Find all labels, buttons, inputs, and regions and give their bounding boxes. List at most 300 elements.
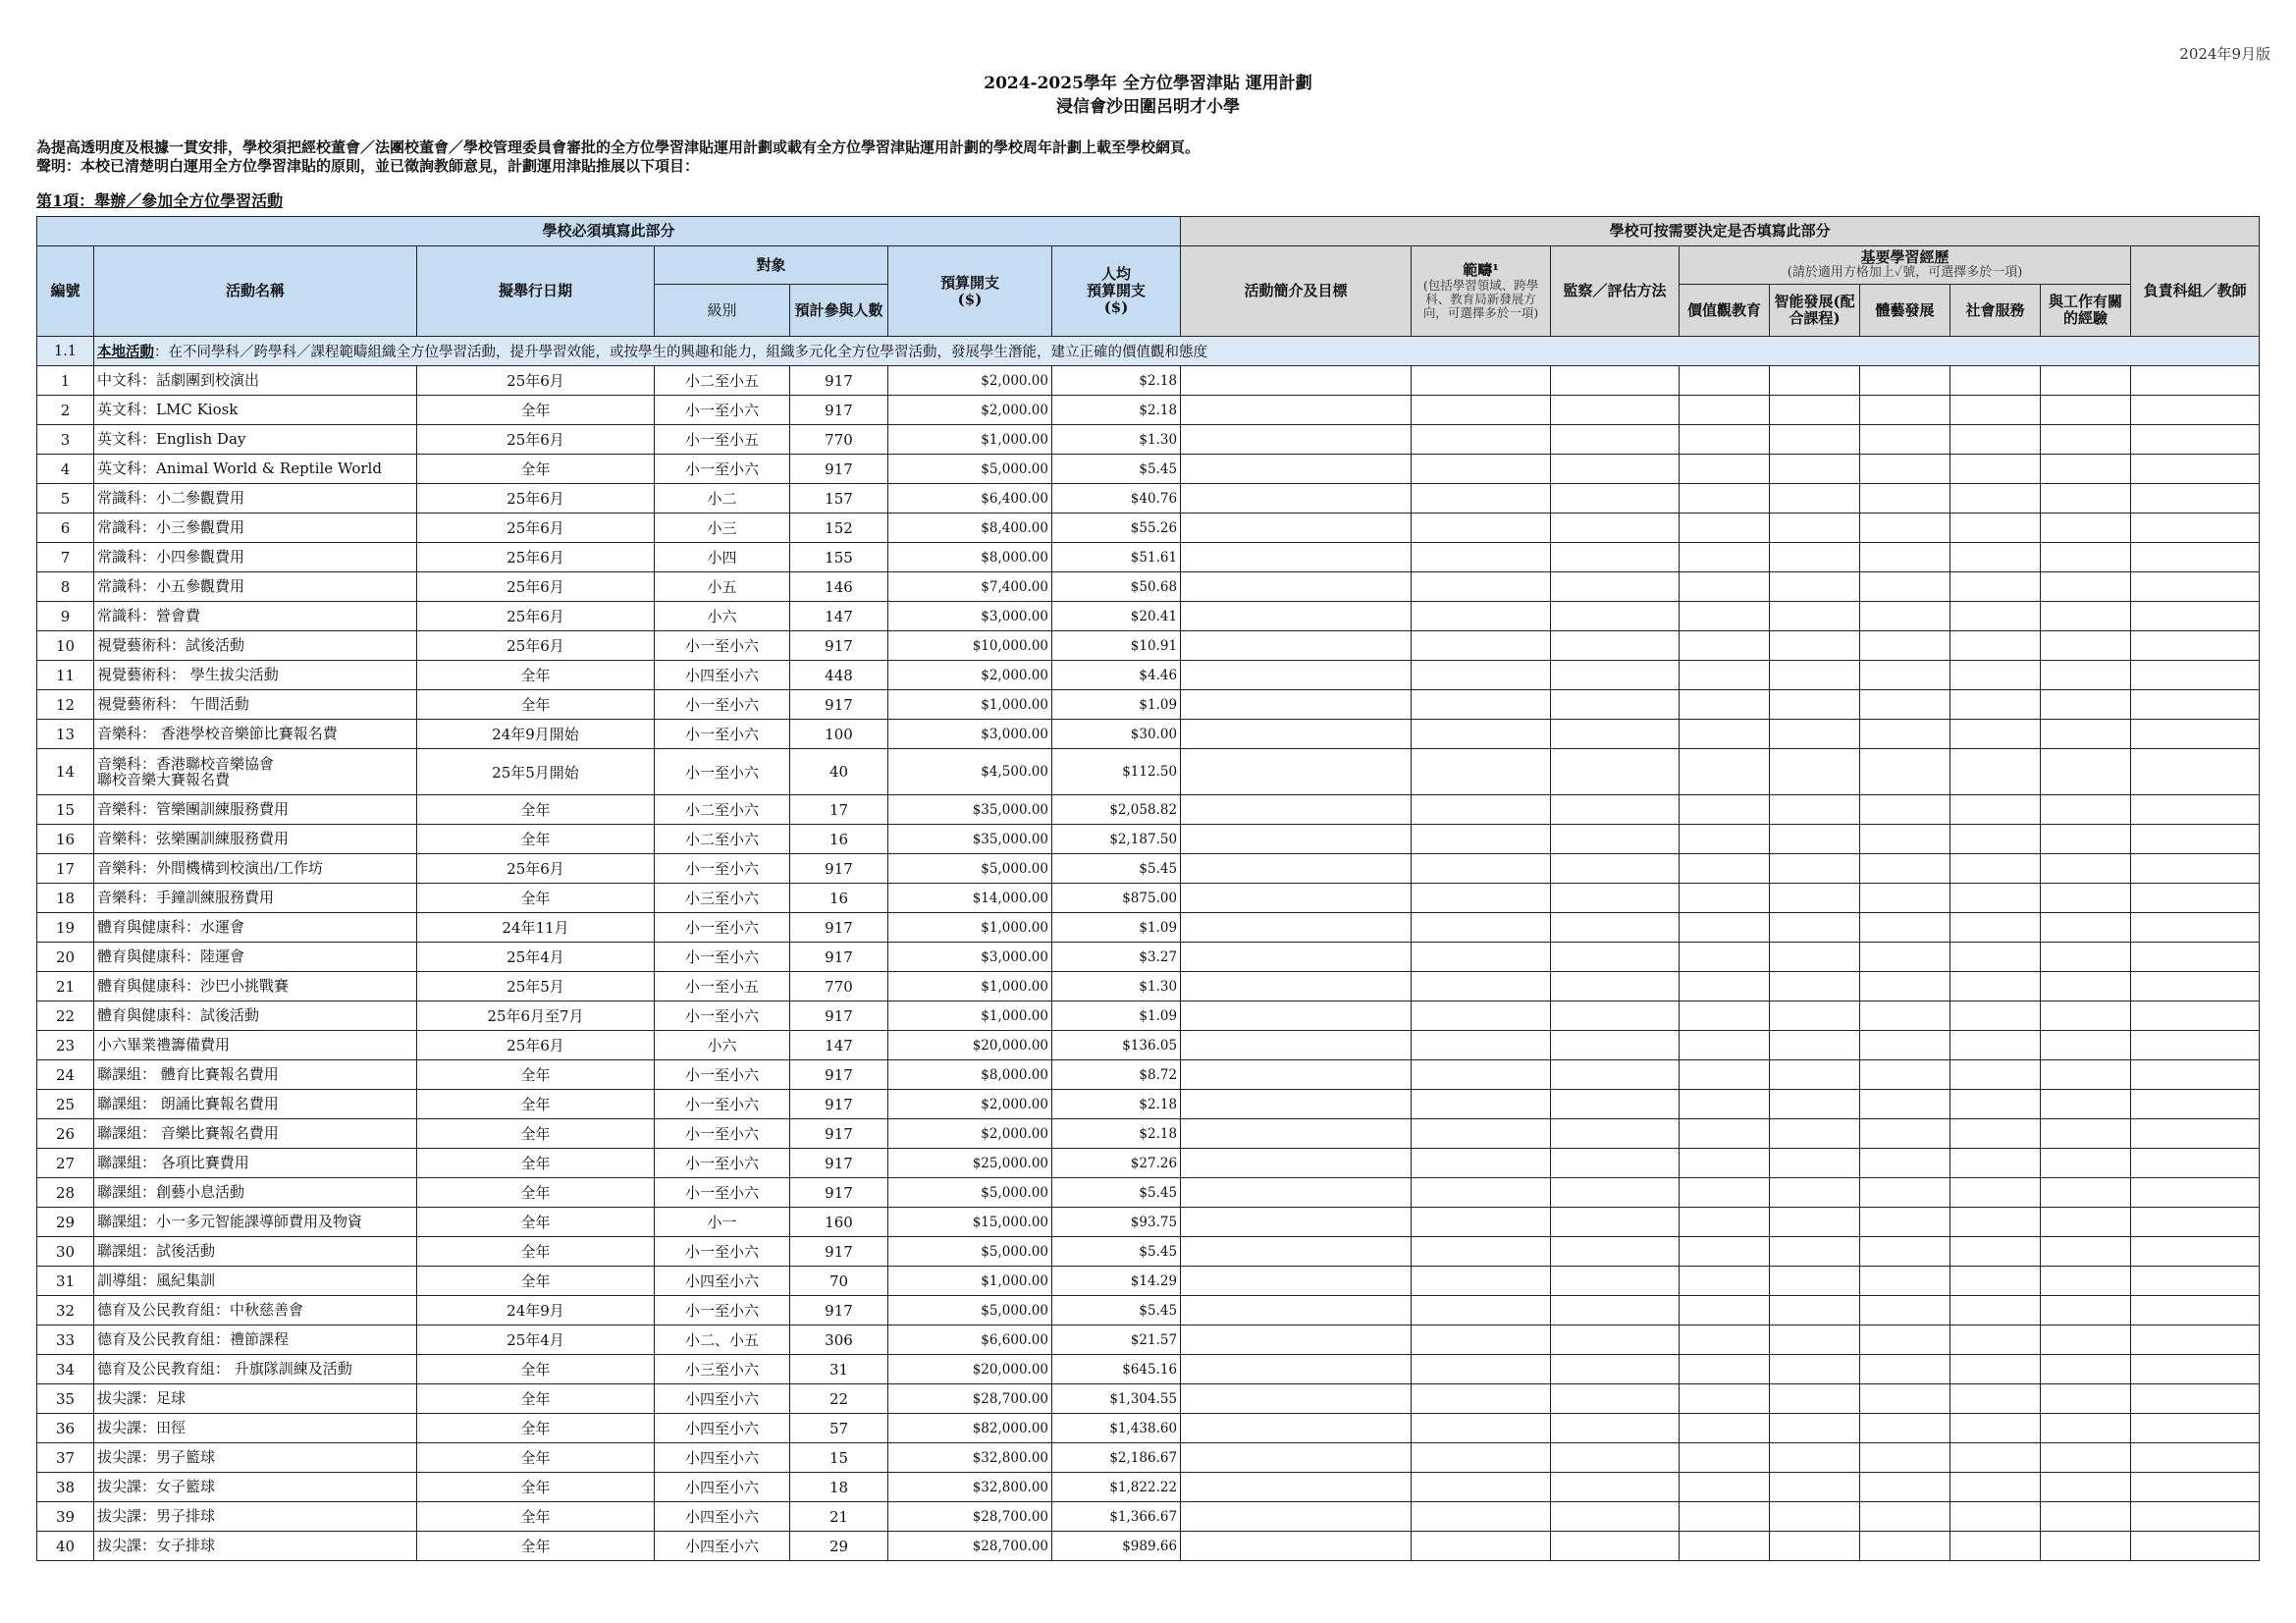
row-optional-cell[interactable]: [1181, 795, 1412, 825]
row-optional-cell[interactable]: [2041, 1473, 2131, 1502]
row-optional-cell[interactable]: [1950, 749, 2041, 795]
row-optional-cell[interactable]: [1181, 396, 1412, 425]
row-optional-cell[interactable]: [1412, 1384, 1551, 1414]
row-optional-cell[interactable]: [1680, 1532, 1770, 1561]
row-optional-cell[interactable]: [1181, 366, 1412, 396]
row-optional-cell[interactable]: [2041, 661, 2131, 690]
row-optional-cell[interactable]: [1860, 1060, 1950, 1090]
row-optional-cell[interactable]: [1860, 795, 1950, 825]
row-optional-cell[interactable]: [1551, 396, 1680, 425]
row-optional-cell[interactable]: [1551, 1060, 1680, 1090]
row-optional-cell[interactable]: [2041, 514, 2131, 543]
row-optional-cell[interactable]: [1551, 366, 1680, 396]
row-optional-cell[interactable]: [2131, 631, 2260, 661]
row-optional-cell[interactable]: [1860, 602, 1950, 631]
row-optional-cell[interactable]: [1181, 455, 1412, 484]
row-optional-cell[interactable]: [1412, 1090, 1551, 1119]
row-optional-cell[interactable]: [1770, 884, 1860, 913]
row-optional-cell[interactable]: [2041, 690, 2131, 720]
row-optional-cell[interactable]: [2131, 1090, 2260, 1119]
row-optional-cell[interactable]: [1950, 943, 2041, 972]
row-optional-cell[interactable]: [1412, 884, 1551, 913]
row-optional-cell[interactable]: [1950, 795, 2041, 825]
row-optional-cell[interactable]: [1412, 602, 1551, 631]
row-optional-cell[interactable]: [1860, 1001, 1950, 1031]
row-optional-cell[interactable]: [2131, 1119, 2260, 1149]
row-optional-cell[interactable]: [1551, 1443, 1680, 1473]
row-optional-cell[interactable]: [1181, 1178, 1412, 1208]
row-optional-cell[interactable]: [2041, 1178, 2131, 1208]
row-optional-cell[interactable]: [1412, 1060, 1551, 1090]
row-optional-cell[interactable]: [1551, 1119, 1680, 1149]
row-optional-cell[interactable]: [1860, 1384, 1950, 1414]
row-optional-cell[interactable]: [2041, 854, 2131, 884]
row-optional-cell[interactable]: [1181, 1414, 1412, 1443]
row-optional-cell[interactable]: [1950, 1502, 2041, 1532]
row-optional-cell[interactable]: [1181, 943, 1412, 972]
row-optional-cell[interactable]: [1770, 661, 1860, 690]
row-optional-cell[interactable]: [1950, 972, 2041, 1001]
row-optional-cell[interactable]: [1412, 1355, 1551, 1384]
row-optional-cell[interactable]: [1860, 661, 1950, 690]
row-optional-cell[interactable]: [1950, 913, 2041, 943]
row-optional-cell[interactable]: [2131, 366, 2260, 396]
row-optional-cell[interactable]: [1860, 690, 1950, 720]
row-optional-cell[interactable]: [1770, 913, 1860, 943]
row-optional-cell[interactable]: [2131, 1355, 2260, 1384]
row-optional-cell[interactable]: [1551, 1384, 1680, 1414]
row-optional-cell[interactable]: [1950, 455, 2041, 484]
row-optional-cell[interactable]: [1680, 1119, 1770, 1149]
row-optional-cell[interactable]: [2041, 1325, 2131, 1355]
row-optional-cell[interactable]: [1680, 825, 1770, 854]
row-optional-cell[interactable]: [1770, 1384, 1860, 1414]
row-optional-cell[interactable]: [2041, 1443, 2131, 1473]
row-optional-cell[interactable]: [2131, 543, 2260, 572]
row-optional-cell[interactable]: [2131, 602, 2260, 631]
row-optional-cell[interactable]: [2131, 1149, 2260, 1178]
row-optional-cell[interactable]: [2131, 943, 2260, 972]
row-optional-cell[interactable]: [1770, 631, 1860, 661]
row-optional-cell[interactable]: [2131, 1208, 2260, 1237]
row-optional-cell[interactable]: [2131, 1296, 2260, 1325]
row-optional-cell[interactable]: [1680, 543, 1770, 572]
row-optional-cell[interactable]: [1950, 1237, 2041, 1267]
row-optional-cell[interactable]: [1181, 720, 1412, 749]
row-optional-cell[interactable]: [1950, 1473, 2041, 1502]
row-optional-cell[interactable]: [1860, 1355, 1950, 1384]
row-optional-cell[interactable]: [1412, 1001, 1551, 1031]
row-optional-cell[interactable]: [1551, 1502, 1680, 1532]
row-optional-cell[interactable]: [1680, 1031, 1770, 1060]
row-optional-cell[interactable]: [1770, 943, 1860, 972]
row-optional-cell[interactable]: [1860, 366, 1950, 396]
row-optional-cell[interactable]: [2041, 1355, 2131, 1384]
row-optional-cell[interactable]: [1680, 484, 1770, 514]
row-optional-cell[interactable]: [1860, 943, 1950, 972]
row-optional-cell[interactable]: [1551, 1414, 1680, 1443]
row-optional-cell[interactable]: [1680, 1001, 1770, 1031]
row-optional-cell[interactable]: [1950, 1325, 2041, 1355]
row-optional-cell[interactable]: [1551, 602, 1680, 631]
row-optional-cell[interactable]: [2131, 749, 2260, 795]
row-optional-cell[interactable]: [1680, 396, 1770, 425]
row-optional-cell[interactable]: [1770, 1502, 1860, 1532]
row-optional-cell[interactable]: [2131, 854, 2260, 884]
row-optional-cell[interactable]: [1181, 972, 1412, 1001]
row-optional-cell[interactable]: [1680, 1355, 1770, 1384]
row-optional-cell[interactable]: [2131, 484, 2260, 514]
row-optional-cell[interactable]: [1412, 631, 1551, 661]
row-optional-cell[interactable]: [2041, 1208, 2131, 1237]
row-optional-cell[interactable]: [1770, 1473, 1860, 1502]
row-optional-cell[interactable]: [2131, 1237, 2260, 1267]
row-optional-cell[interactable]: [1860, 1031, 1950, 1060]
row-optional-cell[interactable]: [1770, 1208, 1860, 1237]
row-optional-cell[interactable]: [1551, 455, 1680, 484]
row-optional-cell[interactable]: [2131, 1384, 2260, 1414]
row-optional-cell[interactable]: [2131, 455, 2260, 484]
row-optional-cell[interactable]: [1950, 825, 2041, 854]
row-optional-cell[interactable]: [2041, 425, 2131, 455]
row-optional-cell[interactable]: [1412, 1237, 1551, 1267]
row-optional-cell[interactable]: [1950, 1267, 2041, 1296]
row-optional-cell[interactable]: [1680, 1149, 1770, 1178]
row-optional-cell[interactable]: [2041, 1502, 2131, 1532]
row-optional-cell[interactable]: [1950, 661, 2041, 690]
row-optional-cell[interactable]: [2041, 543, 2131, 572]
row-optional-cell[interactable]: [1950, 514, 2041, 543]
row-optional-cell[interactable]: [1860, 484, 1950, 514]
row-optional-cell[interactable]: [1551, 1473, 1680, 1502]
row-optional-cell[interactable]: [1551, 1267, 1680, 1296]
row-optional-cell[interactable]: [1680, 514, 1770, 543]
row-optional-cell[interactable]: [2131, 825, 2260, 854]
row-optional-cell[interactable]: [1770, 1325, 1860, 1355]
row-optional-cell[interactable]: [1770, 1001, 1860, 1031]
row-optional-cell[interactable]: [2041, 484, 2131, 514]
row-optional-cell[interactable]: [1412, 720, 1551, 749]
row-optional-cell[interactable]: [2041, 366, 2131, 396]
row-optional-cell[interactable]: [1860, 1237, 1950, 1267]
row-optional-cell[interactable]: [1770, 1355, 1860, 1384]
row-optional-cell[interactable]: [2041, 884, 2131, 913]
row-optional-cell[interactable]: [1950, 1384, 2041, 1414]
row-optional-cell[interactable]: [1551, 884, 1680, 913]
row-optional-cell[interactable]: [2041, 825, 2131, 854]
row-optional-cell[interactable]: [1412, 572, 1551, 602]
row-optional-cell[interactable]: [1860, 913, 1950, 943]
row-optional-cell[interactable]: [1950, 366, 2041, 396]
row-optional-cell[interactable]: [1181, 1473, 1412, 1502]
row-optional-cell[interactable]: [1551, 913, 1680, 943]
row-optional-cell[interactable]: [1551, 514, 1680, 543]
row-optional-cell[interactable]: [1770, 366, 1860, 396]
row-optional-cell[interactable]: [1412, 1502, 1551, 1532]
row-optional-cell[interactable]: [1770, 396, 1860, 425]
row-optional-cell[interactable]: [1950, 690, 2041, 720]
row-optional-cell[interactable]: [1860, 1208, 1950, 1237]
row-optional-cell[interactable]: [1412, 1414, 1551, 1443]
row-optional-cell[interactable]: [1412, 543, 1551, 572]
row-optional-cell[interactable]: [1860, 1090, 1950, 1119]
row-optional-cell[interactable]: [1412, 1267, 1551, 1296]
row-optional-cell[interactable]: [2131, 1443, 2260, 1473]
row-optional-cell[interactable]: [1181, 1031, 1412, 1060]
row-optional-cell[interactable]: [1860, 543, 1950, 572]
row-optional-cell[interactable]: [2131, 1001, 2260, 1031]
row-optional-cell[interactable]: [1551, 1001, 1680, 1031]
row-optional-cell[interactable]: [1412, 972, 1551, 1001]
row-optional-cell[interactable]: [1551, 1031, 1680, 1060]
row-optional-cell[interactable]: [1950, 602, 2041, 631]
row-optional-cell[interactable]: [1680, 972, 1770, 1001]
row-optional-cell[interactable]: [1412, 484, 1551, 514]
row-optional-cell[interactable]: [1181, 602, 1412, 631]
row-optional-cell[interactable]: [1770, 720, 1860, 749]
row-optional-cell[interactable]: [2131, 1414, 2260, 1443]
row-optional-cell[interactable]: [1770, 795, 1860, 825]
row-optional-cell[interactable]: [2041, 1296, 2131, 1325]
row-optional-cell[interactable]: [1950, 1532, 2041, 1561]
row-optional-cell[interactable]: [1770, 749, 1860, 795]
row-optional-cell[interactable]: [1412, 749, 1551, 795]
row-optional-cell[interactable]: [1181, 749, 1412, 795]
row-optional-cell[interactable]: [1860, 1149, 1950, 1178]
row-optional-cell[interactable]: [1860, 1325, 1950, 1355]
row-optional-cell[interactable]: [2131, 884, 2260, 913]
row-optional-cell[interactable]: [1680, 602, 1770, 631]
row-optional-cell[interactable]: [1770, 1443, 1860, 1473]
row-optional-cell[interactable]: [1680, 1325, 1770, 1355]
row-optional-cell[interactable]: [1680, 1060, 1770, 1090]
row-optional-cell[interactable]: [1770, 825, 1860, 854]
row-optional-cell[interactable]: [2041, 913, 2131, 943]
row-optional-cell[interactable]: [2131, 572, 2260, 602]
row-optional-cell[interactable]: [1860, 1178, 1950, 1208]
row-optional-cell[interactable]: [1412, 1149, 1551, 1178]
row-optional-cell[interactable]: [1181, 1237, 1412, 1267]
row-optional-cell[interactable]: [1181, 1296, 1412, 1325]
row-optional-cell[interactable]: [1680, 1178, 1770, 1208]
row-optional-cell[interactable]: [1412, 396, 1551, 425]
row-optional-cell[interactable]: [1770, 572, 1860, 602]
row-optional-cell[interactable]: [1680, 1414, 1770, 1443]
row-optional-cell[interactable]: [2131, 795, 2260, 825]
row-optional-cell[interactable]: [1680, 1208, 1770, 1237]
row-optional-cell[interactable]: [1860, 425, 1950, 455]
row-optional-cell[interactable]: [1412, 943, 1551, 972]
row-optional-cell[interactable]: [1551, 825, 1680, 854]
row-optional-cell[interactable]: [1770, 1031, 1860, 1060]
row-optional-cell[interactable]: [1860, 1473, 1950, 1502]
row-optional-cell[interactable]: [1551, 943, 1680, 972]
row-optional-cell[interactable]: [1860, 572, 1950, 602]
row-optional-cell[interactable]: [1860, 514, 1950, 543]
row-optional-cell[interactable]: [1412, 795, 1551, 825]
row-optional-cell[interactable]: [1680, 661, 1770, 690]
row-optional-cell[interactable]: [1950, 396, 2041, 425]
row-optional-cell[interactable]: [1551, 1090, 1680, 1119]
row-optional-cell[interactable]: [2041, 720, 2131, 749]
row-optional-cell[interactable]: [2131, 1473, 2260, 1502]
row-optional-cell[interactable]: [2041, 749, 2131, 795]
row-optional-cell[interactable]: [2041, 972, 2131, 1001]
row-optional-cell[interactable]: [1181, 1502, 1412, 1532]
row-optional-cell[interactable]: [1551, 572, 1680, 602]
row-optional-cell[interactable]: [1860, 1414, 1950, 1443]
row-optional-cell[interactable]: [1412, 455, 1551, 484]
row-optional-cell[interactable]: [1680, 1473, 1770, 1502]
row-optional-cell[interactable]: [1412, 825, 1551, 854]
row-optional-cell[interactable]: [1551, 749, 1680, 795]
row-optional-cell[interactable]: [1181, 1325, 1412, 1355]
row-optional-cell[interactable]: [1181, 1443, 1412, 1473]
row-optional-cell[interactable]: [1950, 543, 2041, 572]
row-optional-cell[interactable]: [1950, 484, 2041, 514]
row-optional-cell[interactable]: [2041, 1414, 2131, 1443]
row-optional-cell[interactable]: [1770, 1119, 1860, 1149]
row-optional-cell[interactable]: [1181, 690, 1412, 720]
row-optional-cell[interactable]: [1950, 884, 2041, 913]
row-optional-cell[interactable]: [1680, 1296, 1770, 1325]
row-optional-cell[interactable]: [1950, 1090, 2041, 1119]
row-optional-cell[interactable]: [1181, 661, 1412, 690]
row-optional-cell[interactable]: [1680, 749, 1770, 795]
row-optional-cell[interactable]: [2131, 720, 2260, 749]
row-optional-cell[interactable]: [2041, 1119, 2131, 1149]
row-optional-cell[interactable]: [1950, 1178, 2041, 1208]
row-optional-cell[interactable]: [1950, 631, 2041, 661]
row-optional-cell[interactable]: [1950, 1031, 2041, 1060]
row-optional-cell[interactable]: [2041, 1237, 2131, 1267]
row-optional-cell[interactable]: [1770, 1414, 1860, 1443]
row-optional-cell[interactable]: [1950, 1355, 2041, 1384]
row-optional-cell[interactable]: [1680, 1267, 1770, 1296]
row-optional-cell[interactable]: [2131, 913, 2260, 943]
row-optional-cell[interactable]: [1680, 631, 1770, 661]
row-optional-cell[interactable]: [1551, 1237, 1680, 1267]
row-optional-cell[interactable]: [1181, 1208, 1412, 1237]
row-optional-cell[interactable]: [1181, 854, 1412, 884]
row-optional-cell[interactable]: [2041, 1384, 2131, 1414]
row-optional-cell[interactable]: [1680, 1384, 1770, 1414]
row-optional-cell[interactable]: [1551, 1532, 1680, 1561]
row-optional-cell[interactable]: [1680, 854, 1770, 884]
row-optional-cell[interactable]: [1950, 1119, 2041, 1149]
row-optional-cell[interactable]: [2041, 1267, 2131, 1296]
row-optional-cell[interactable]: [1860, 455, 1950, 484]
row-optional-cell[interactable]: [2041, 1031, 2131, 1060]
row-optional-cell[interactable]: [1412, 661, 1551, 690]
row-optional-cell[interactable]: [1181, 1060, 1412, 1090]
row-optional-cell[interactable]: [1770, 854, 1860, 884]
row-optional-cell[interactable]: [1950, 1208, 2041, 1237]
row-optional-cell[interactable]: [1181, 913, 1412, 943]
row-optional-cell[interactable]: [2041, 455, 2131, 484]
row-optional-cell[interactable]: [1412, 514, 1551, 543]
row-optional-cell[interactable]: [2131, 1502, 2260, 1532]
row-optional-cell[interactable]: [1770, 484, 1860, 514]
row-optional-cell[interactable]: [1181, 1384, 1412, 1414]
row-optional-cell[interactable]: [1860, 854, 1950, 884]
row-optional-cell[interactable]: [2041, 1060, 2131, 1090]
row-optional-cell[interactable]: [2131, 1060, 2260, 1090]
row-optional-cell[interactable]: [1181, 1149, 1412, 1178]
row-optional-cell[interactable]: [1551, 1208, 1680, 1237]
row-optional-cell[interactable]: [1680, 913, 1770, 943]
row-optional-cell[interactable]: [1412, 1473, 1551, 1502]
row-optional-cell[interactable]: [2131, 690, 2260, 720]
row-optional-cell[interactable]: [1680, 1090, 1770, 1119]
row-optional-cell[interactable]: [1770, 690, 1860, 720]
row-optional-cell[interactable]: [1860, 972, 1950, 1001]
row-optional-cell[interactable]: [1770, 1178, 1860, 1208]
row-optional-cell[interactable]: [1680, 720, 1770, 749]
row-optional-cell[interactable]: [2041, 1532, 2131, 1561]
row-optional-cell[interactable]: [1181, 1267, 1412, 1296]
row-optional-cell[interactable]: [1770, 1060, 1860, 1090]
row-optional-cell[interactable]: [1770, 1237, 1860, 1267]
row-optional-cell[interactable]: [1181, 543, 1412, 572]
row-optional-cell[interactable]: [1950, 1414, 2041, 1443]
row-optional-cell[interactable]: [1860, 720, 1950, 749]
row-optional-cell[interactable]: [1181, 1001, 1412, 1031]
row-optional-cell[interactable]: [1950, 1296, 2041, 1325]
row-optional-cell[interactable]: [1680, 943, 1770, 972]
row-optional-cell[interactable]: [1680, 1443, 1770, 1473]
row-optional-cell[interactable]: [1181, 514, 1412, 543]
row-optional-cell[interactable]: [1551, 661, 1680, 690]
row-optional-cell[interactable]: [1950, 572, 2041, 602]
row-optional-cell[interactable]: [1412, 1178, 1551, 1208]
row-optional-cell[interactable]: [1412, 1119, 1551, 1149]
row-optional-cell[interactable]: [1860, 1296, 1950, 1325]
row-optional-cell[interactable]: [1412, 1031, 1551, 1060]
row-optional-cell[interactable]: [1551, 543, 1680, 572]
row-optional-cell[interactable]: [1680, 1237, 1770, 1267]
row-optional-cell[interactable]: [1860, 1443, 1950, 1473]
row-optional-cell[interactable]: [1181, 1119, 1412, 1149]
row-optional-cell[interactable]: [1551, 795, 1680, 825]
row-optional-cell[interactable]: [2041, 396, 2131, 425]
row-optional-cell[interactable]: [1181, 884, 1412, 913]
row-optional-cell[interactable]: [1680, 455, 1770, 484]
row-optional-cell[interactable]: [1551, 425, 1680, 455]
row-optional-cell[interactable]: [1551, 690, 1680, 720]
row-optional-cell[interactable]: [2131, 972, 2260, 1001]
row-optional-cell[interactable]: [1950, 1060, 2041, 1090]
row-optional-cell[interactable]: [1181, 425, 1412, 455]
row-optional-cell[interactable]: [1551, 854, 1680, 884]
row-optional-cell[interactable]: [1770, 1532, 1860, 1561]
row-optional-cell[interactable]: [1551, 972, 1680, 1001]
row-optional-cell[interactable]: [1860, 1267, 1950, 1296]
row-optional-cell[interactable]: [1770, 1090, 1860, 1119]
row-optional-cell[interactable]: [2041, 943, 2131, 972]
row-optional-cell[interactable]: [2041, 1090, 2131, 1119]
row-optional-cell[interactable]: [1551, 631, 1680, 661]
row-optional-cell[interactable]: [1950, 720, 2041, 749]
row-optional-cell[interactable]: [1770, 514, 1860, 543]
row-optional-cell[interactable]: [1770, 602, 1860, 631]
row-optional-cell[interactable]: [2131, 514, 2260, 543]
row-optional-cell[interactable]: [1551, 1325, 1680, 1355]
row-optional-cell[interactable]: [1412, 1532, 1551, 1561]
row-optional-cell[interactable]: [1950, 1149, 2041, 1178]
row-optional-cell[interactable]: [1412, 366, 1551, 396]
row-optional-cell[interactable]: [2041, 1001, 2131, 1031]
